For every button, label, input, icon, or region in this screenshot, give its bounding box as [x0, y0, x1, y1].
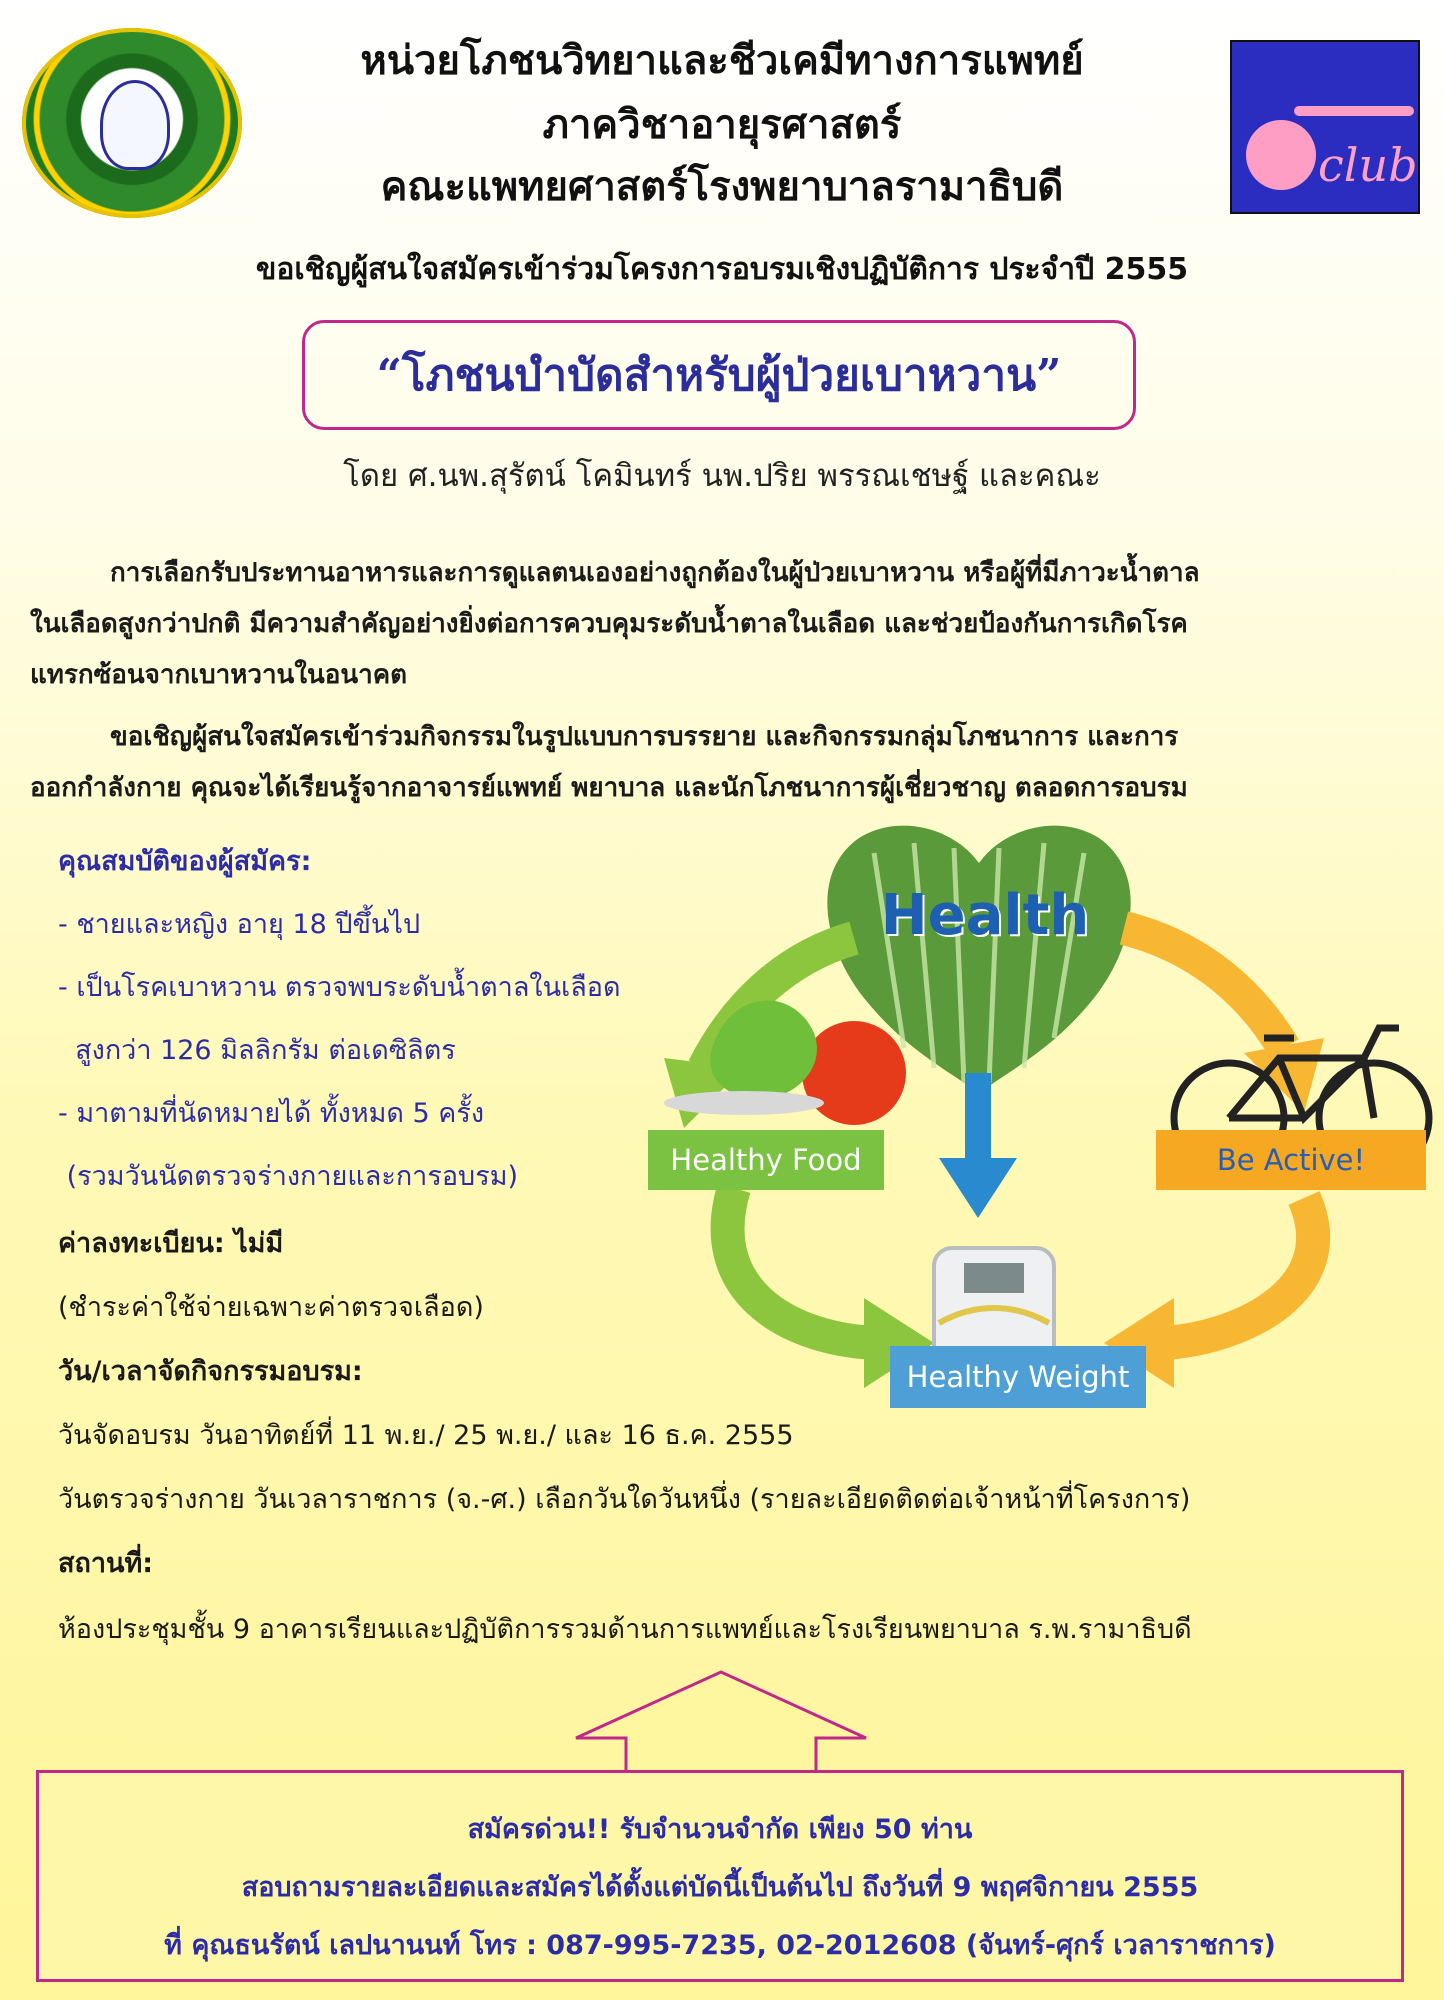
header-unit-name: หน่วยโภชนวิทยาและชีวเคมีทางการแพทย์	[360, 38, 1084, 84]
fee-note: (ชำระค่าใช้จ่ายเฉพาะค่าตรวจเลือด)	[58, 1292, 484, 1323]
arrow-food-to-weight	[728, 1188, 874, 1343]
club-logo-text: club	[1318, 138, 1418, 192]
qualification-item: - เป็นโรคเบาหวาน ตรวจพบระดับน้ำตาลในเลือด	[58, 972, 621, 1003]
registration-callout	[36, 1770, 1404, 1982]
arrow-to-weight-head	[939, 1158, 1017, 1218]
health-label: Health	[880, 882, 1090, 948]
healthy-weight-label: Healthy Weight	[890, 1346, 1146, 1408]
qualification-item: สูงกว่า 126 มิลลิกรัม ต่อเดซิลิตร	[58, 1035, 456, 1066]
venue-detail: ห้องประชุมชั้น 9 อาคารเรียนและปฏิบัติการรวมด้านการแพทย์และโรงเรียนพยาบาล ร.พ.รามาธิบดี	[58, 1614, 1192, 1645]
authors-line: โดย ศ.นพ.สุรัตน์ โคมินทร์ นพ.ปริย พรรณเชษฐ์ และคณะ	[343, 458, 1101, 494]
intro-line: การเลือกรับประทานอาหารและการดูแลตนเองอย่างถูกต้องในผู้ป่วยเบาหวาน หรือผู้ที่มีภาวะน้ำตาล	[110, 558, 1200, 588]
header-department: ภาควิชาอายุรศาสตร์	[542, 102, 902, 148]
arrow-active-to-weight	[1164, 1198, 1313, 1343]
qualification-item: (รวมวันนัดตรวจร่างกายและการอบรม)	[58, 1161, 519, 1192]
callout-urgent-line: สมัครด่วน!! รับจำนวนจำกัด เพียง 50 ท่าน	[467, 1814, 973, 1845]
spoon-icon	[664, 1091, 824, 1115]
schedule-heading: วัน/เวลาจัดกิจกรรมอบรม:	[58, 1356, 363, 1387]
fee-heading: ค่าลงทะเบียน: ไม่มี	[58, 1228, 284, 1259]
qualification-item: - ชายและหญิง อายุ 18 ปีขึ้นไป	[58, 909, 421, 940]
intro-line: ออกกำลังกาย คุณจะได้เรียนรู้จากอาจารย์แพทย์ พยาบาล และนักโภชนาการผู้เชี่ยวชาญ ตลอดการอบรม	[30, 773, 1188, 803]
health-cycle-graphic	[604, 818, 1434, 1418]
intro-paragraph-1	[30, 548, 1420, 701]
header-faculty: คณะแพทยศาสตร์โรงพยาบาลรามาธิบดี	[380, 164, 1064, 210]
callout-contact-line: ที่ คุณธนรัตน์ เลปนานนท์ โทร : 087-995-7235, 02-2012608 (จันทร์-ศุกร์ เวลาราชการ)	[164, 1930, 1276, 1961]
qualifications-heading: คุณสมบัติของผู้สมัคร:	[58, 846, 312, 877]
program-title: “โภชนบำบัดสำหรับผู้ป่วยเบาหวาน”	[376, 350, 1062, 401]
healthy-food-label: Healthy Food	[648, 1130, 884, 1190]
tomato-icon	[802, 1021, 906, 1125]
invitation-line: ขอเชิญผู้สนใจสมัครเข้าร่วมโครงการอบรมเชิงปฏิบัติการ ประจำปี 2555	[255, 252, 1189, 287]
intro-line: ขอเชิญผู้สนใจสมัครเข้าร่วมกิจกรรมในรูปแบบการบรรยาย และกิจกรรมกลุ่มโภชนาการ และการ	[110, 722, 1179, 752]
venue-heading: สถานที่:	[58, 1548, 154, 1579]
program-title-box	[302, 320, 1136, 430]
arrow-to-weight	[965, 1073, 991, 1168]
intro-line: แทรกซ้อนจากเบาหวานในอนาคต	[30, 660, 408, 690]
intro-paragraph-2	[30, 712, 1420, 814]
qualification-item: - มาตามที่นัดหมายได้ ทั้งหมด 5 ครั้ง	[58, 1098, 485, 1129]
training-dates: วันจัดอบรม วันอาทิตย์ที่ 11 พ.ย./ 25 พ.ย./ และ 16 ธ.ค. 2555	[58, 1420, 794, 1451]
intro-line: ในเลือดสูงกว่าปกติ มีความสำคัญอย่างยิ่งต่อการควบคุมระดับน้ำตาลในเลือด และช่วยป้องกันการเกิดโรค	[30, 609, 1188, 639]
callout-deadline-line: สอบถามรายละเอียดและสมัครได้ตั้งแต่บัดนี้เป็นต้นไป ถึงวันที่ 9 พฤศจิกายน 2555	[241, 1872, 1199, 1903]
checkup-dates: วันตรวจร่างกาย วันเวลาราชการ (จ.-ศ.) เลือกวันใดวันหนึ่ง (รายละเอียดติดต่อเจ้าหน้าที่โครงการ)	[58, 1484, 1191, 1515]
arrow-to-active	[1124, 928, 1284, 1048]
callout-arrow	[36, 1668, 1404, 1778]
be-active-label: Be Active!	[1156, 1130, 1426, 1190]
